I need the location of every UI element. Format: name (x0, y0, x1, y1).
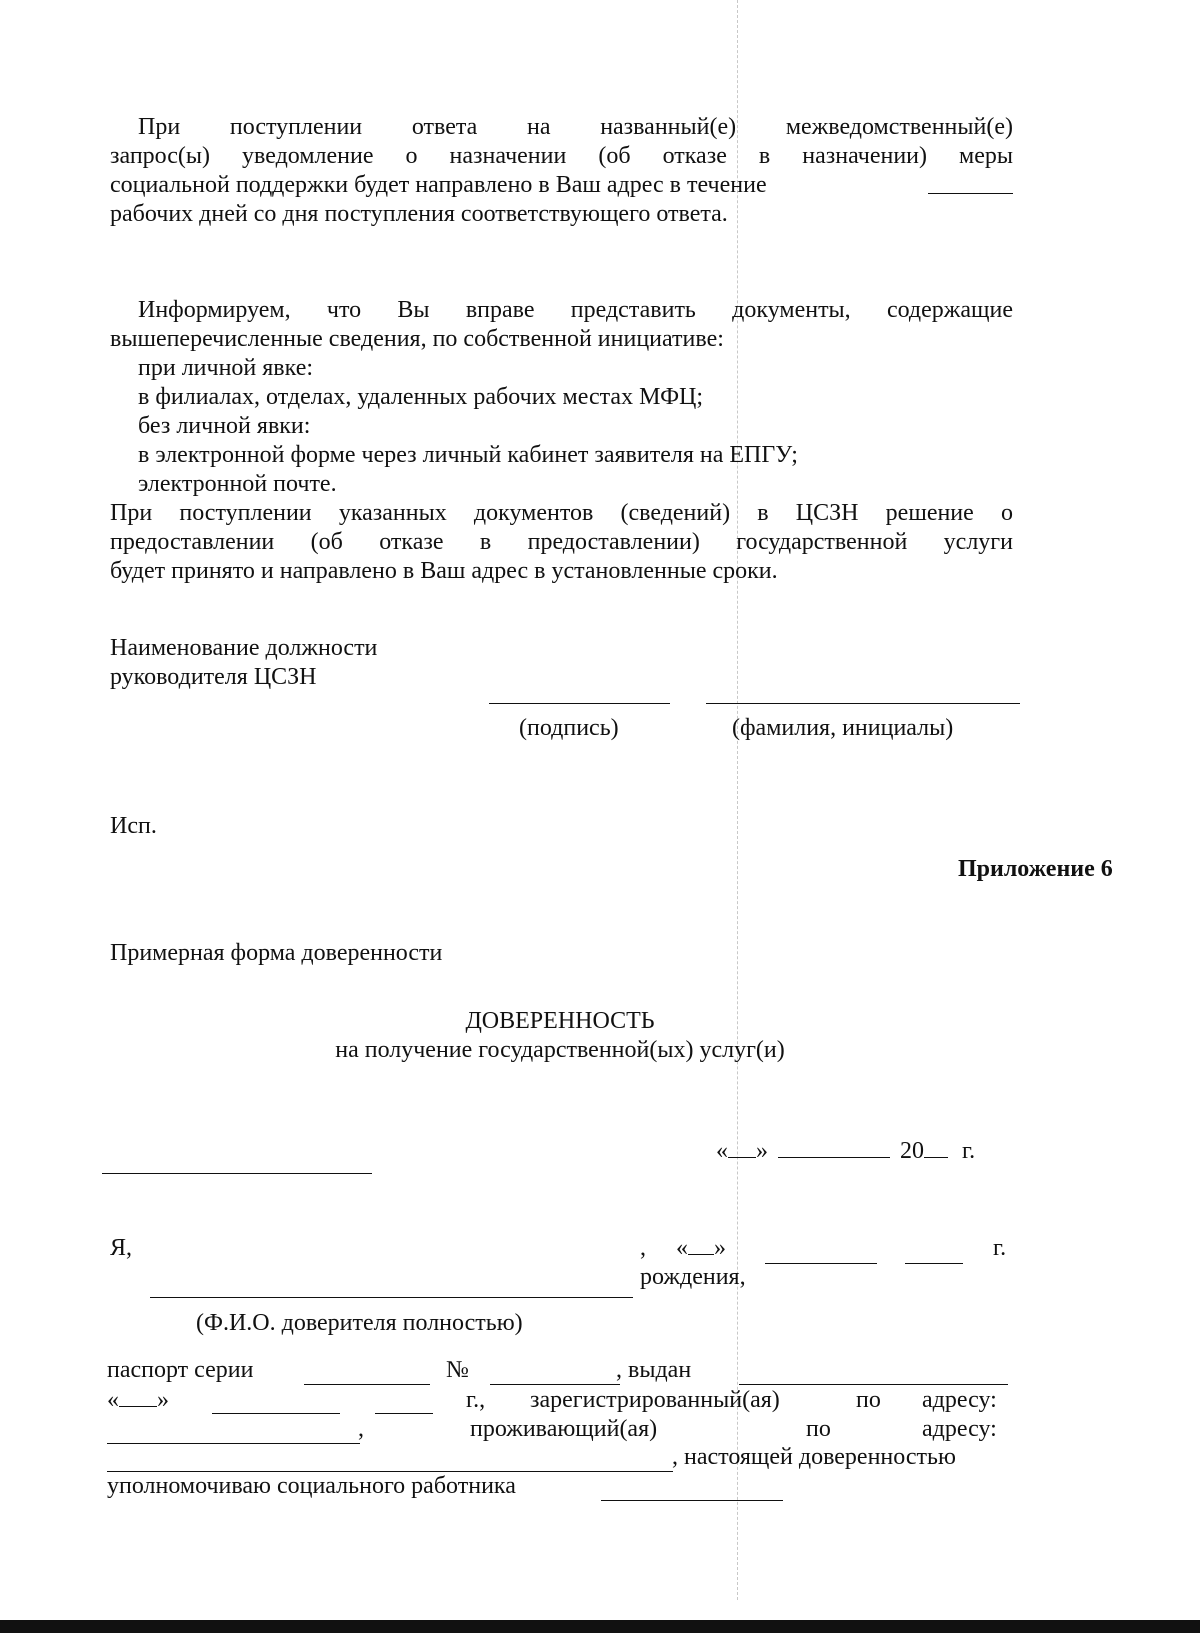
passport-series-blank[interactable] (304, 1384, 430, 1385)
para3-line1: При поступлении указанных документов (сведений) в ЦСЗН решение о (110, 500, 1013, 526)
scan-fold-line (737, 0, 738, 1600)
living-po: по (806, 1416, 831, 1442)
list-item: в электронной форме через личный кабинет заявителя на ЕПГУ; (138, 442, 798, 468)
registered-address-label: адресу: (922, 1387, 997, 1413)
position-line1: Наименование должности (110, 635, 378, 661)
date-year-suffix: г. (962, 1138, 976, 1164)
issue-month-blank[interactable] (212, 1413, 340, 1414)
issue-year-blank[interactable] (375, 1413, 433, 1414)
days-blank[interactable] (928, 193, 1013, 194)
registered-po: по (856, 1387, 881, 1413)
scan-bottom-edge (0, 1620, 1200, 1633)
authorize-label: уполномочиваю социального работника (107, 1473, 516, 1499)
position-line2: руководителя ЦСЗН (110, 664, 317, 690)
para3-line3: будет принято и направлено в Ваш адрес в установленные сроки. (110, 558, 778, 584)
passport-issued-label: , выдан (616, 1357, 692, 1383)
issue-open-quote: « (107, 1387, 119, 1413)
principal-fio-line[interactable] (150, 1297, 633, 1298)
para2-line2: вышеперечисленные сведения, по собственной инициативе: (110, 326, 724, 352)
document-title: ДОВЕРЕННОСТЬ (465, 1008, 655, 1034)
place-line[interactable] (102, 1173, 372, 1174)
passport-number-sign: № (446, 1357, 469, 1383)
date-open-quote: « (716, 1138, 728, 1164)
signature-line[interactable] (489, 703, 670, 704)
registered-address-blank[interactable] (107, 1443, 360, 1444)
paragraph-response-notice (110, 113, 1013, 229)
document-subtitle: на получение государственной(ых) услуг(и) (335, 1037, 785, 1063)
date-day-blank[interactable] (728, 1157, 756, 1158)
date-month-blank[interactable] (778, 1157, 890, 1158)
issue-year-suffix: г., (466, 1387, 486, 1413)
name-caption: (фамилия, инициалы) (732, 715, 954, 741)
date-close-quote: » (756, 1138, 768, 1164)
passport-issued-by-blank[interactable] (739, 1384, 1008, 1385)
paragraph-inform (110, 296, 1013, 354)
appendix-label: Приложение 6 (958, 856, 1113, 882)
birth-month-blank[interactable] (765, 1263, 877, 1264)
para1-line1: При поступлении ответа на названный(е) межведомственный(е) (138, 114, 1013, 140)
fio-caption: (Ф.И.О. доверителя полностью) (196, 1310, 523, 1336)
principal-ya: Я, (110, 1235, 133, 1261)
registered-address-comma: , (358, 1416, 364, 1442)
issue-day-blank[interactable] (119, 1406, 157, 1407)
list-item: электронной почте. (138, 471, 337, 497)
birth-year-blank[interactable] (905, 1263, 963, 1264)
para3-line2: предоставлении (об отказе в предоставлении) государственной услуги (110, 529, 1013, 555)
hereby-label: , настоящей доверенностью (672, 1444, 956, 1470)
registered-label: зарегистрированный(ая) (530, 1387, 780, 1413)
birth-year-suffix: г. (993, 1235, 1007, 1261)
para2-line1: Информируем, что Вы вправе представить документы, содержащие (138, 297, 1013, 323)
list-item: при личной явке: (138, 355, 314, 381)
living-address-label: адресу: (922, 1416, 997, 1442)
para1-line3: социальной поддержки будет направлено в Ваш адрес в течение (110, 172, 767, 198)
para1-line4: рабочих дней со дня поступления соответствующего ответа. (110, 201, 728, 227)
living-label: проживающий(ая) (470, 1416, 658, 1442)
list-item: в филиалах, отделах, удаленных рабочих местах МФЦ; (138, 384, 704, 410)
date-row (716, 1137, 975, 1166)
birth-close-quote: » (714, 1235, 726, 1261)
name-line[interactable] (706, 703, 1020, 704)
issue-date-row (107, 1386, 169, 1415)
list-item: без личной явки: (138, 413, 311, 439)
position-title (110, 634, 377, 692)
birth-day-blank[interactable] (688, 1254, 714, 1255)
issue-close-quote: » (157, 1387, 169, 1413)
signature-caption: (подпись) (519, 715, 619, 741)
birth-open-quote: « (676, 1235, 688, 1261)
passport-number-blank[interactable] (490, 1384, 620, 1385)
para1-line3-row (110, 171, 1013, 200)
birth-label: рождения, (640, 1264, 746, 1290)
paragraph-decision (110, 499, 1013, 586)
submission-methods-list (138, 354, 798, 499)
date-year-blank[interactable] (924, 1157, 948, 1158)
date-year-prefix: 20 (900, 1138, 924, 1164)
social-worker-blank[interactable] (601, 1500, 783, 1501)
para1-line2: запрос(ы) уведомление о назначении (об отказе в назначении) меры (110, 143, 1013, 169)
executor-label: Исп. (110, 813, 157, 839)
birthdate-row (676, 1234, 726, 1263)
form-title: Примерная форма доверенности (110, 940, 443, 966)
principal-comma: , (640, 1235, 646, 1261)
passport-series-label: паспорт серии (107, 1357, 254, 1383)
